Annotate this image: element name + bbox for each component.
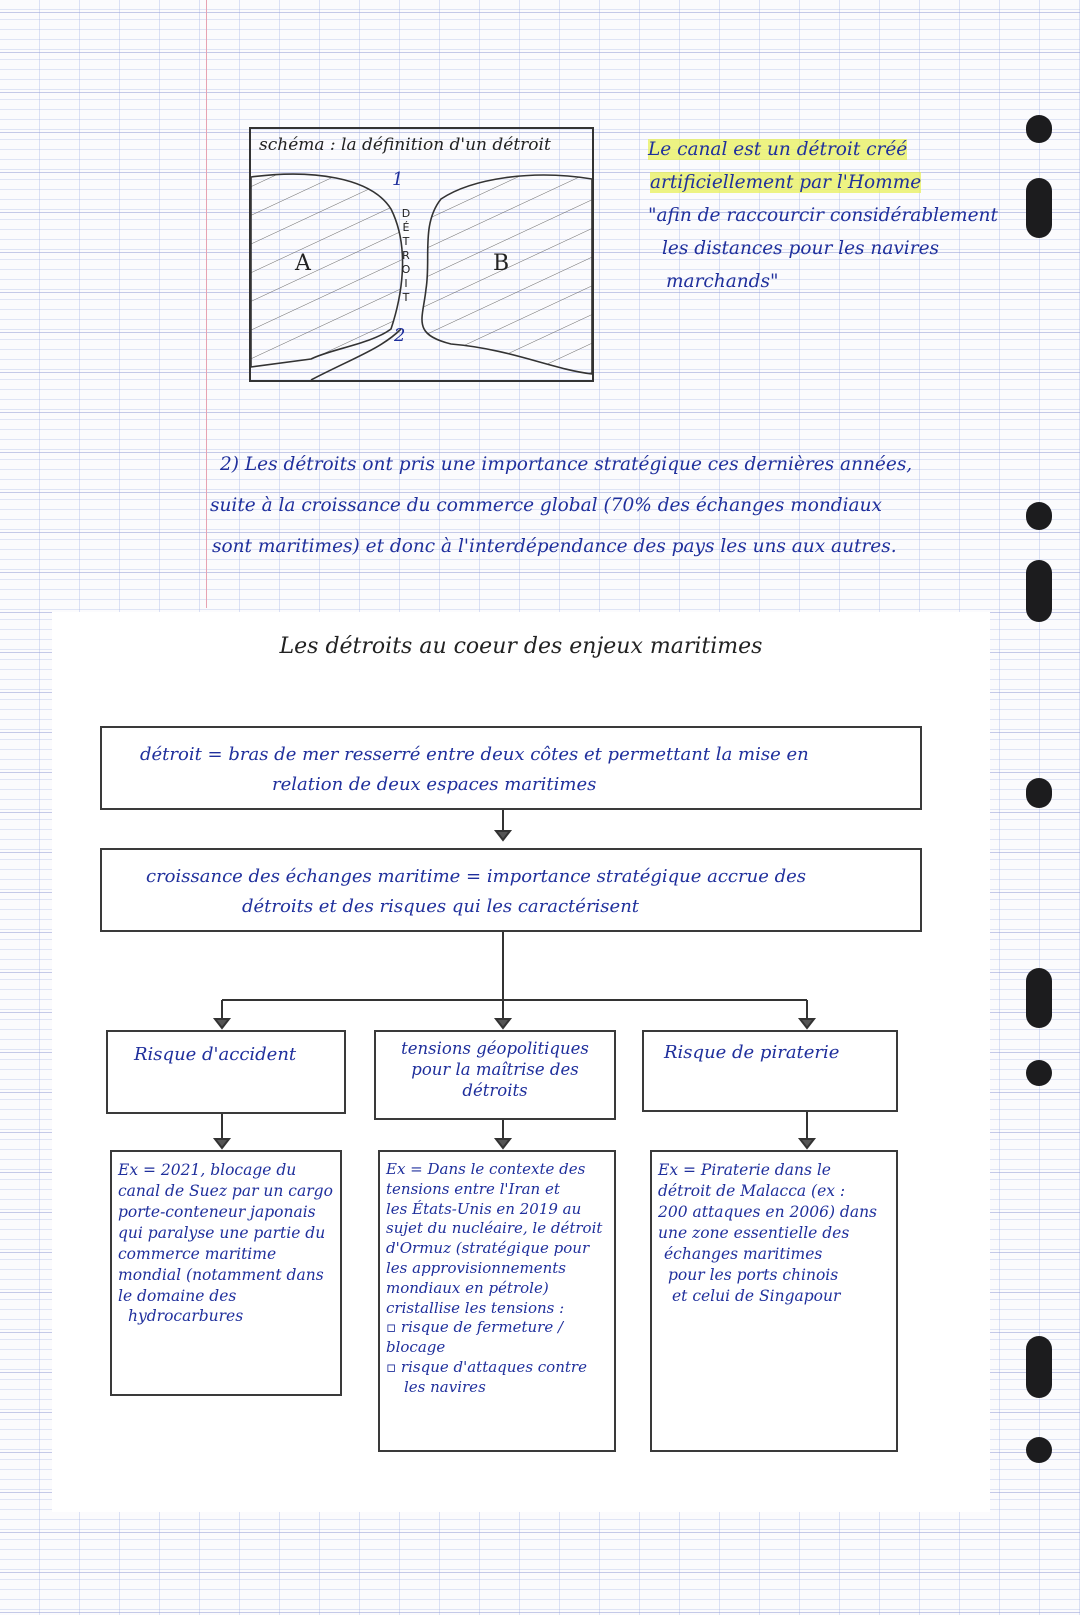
definition-line: détroit = bras de mer resserré entre deux côtes et permettant la mise en bbox=[140, 744, 809, 765]
flowchart-sheet bbox=[52, 612, 990, 1512]
strait-end-label-2: 2 bbox=[394, 325, 406, 346]
binder-hole bbox=[1026, 778, 1052, 808]
paragraph-line: sont maritimes) et donc à l'interdépendance des pays les uns aux autres. bbox=[212, 536, 897, 557]
example-line: mondial (notamment dans bbox=[118, 1265, 324, 1284]
example-line: les États-Unis en 2019 au bbox=[386, 1199, 582, 1218]
binder-hole bbox=[1026, 1060, 1052, 1086]
example-line: canal de Suez par un cargo bbox=[118, 1181, 333, 1200]
example-line: pour les ports chinois bbox=[668, 1265, 839, 1284]
strategic-importance-paragraph bbox=[210, 444, 1010, 567]
example-line: les navires bbox=[404, 1377, 486, 1396]
geopolitical-tensions-box bbox=[374, 1030, 616, 1120]
example-line: mondiaux en pétrole) bbox=[386, 1278, 549, 1297]
accident-risk-box bbox=[106, 1030, 346, 1114]
strait-letter: R bbox=[402, 249, 410, 262]
growth-line: détroits et des risques qui les caractérisent bbox=[242, 896, 640, 917]
example-line: détroit de Malacca (ex : bbox=[658, 1181, 846, 1200]
example-line: tensions entre l'Iran et bbox=[386, 1179, 560, 1198]
branch-heading: détroits bbox=[462, 1081, 528, 1100]
growth-line: croissance des échanges maritime = importance stratégique accrue des bbox=[146, 866, 806, 887]
example-line: Ex = 2021, blocage du bbox=[118, 1161, 297, 1179]
example-line: une zone essentielle des bbox=[658, 1223, 850, 1242]
canal-note-line: marchands" bbox=[666, 271, 779, 292]
strait-vertical-label bbox=[399, 207, 413, 305]
strait-schema bbox=[249, 127, 594, 382]
paragraph-line: suite à la croissance du commerce global (70% des échanges mondiaux bbox=[210, 495, 882, 516]
example-line: Ex = Dans le contexte des bbox=[386, 1160, 586, 1178]
landmass-label-b: B bbox=[493, 251, 510, 276]
strait-letter: T bbox=[402, 235, 410, 248]
example-line: et celui de Singapour bbox=[672, 1286, 841, 1305]
example-line: échanges maritimes bbox=[664, 1244, 823, 1263]
canal-note bbox=[648, 133, 998, 298]
example-line: 200 attaques en 2006) dans bbox=[658, 1202, 878, 1221]
landmass-label-a: A bbox=[295, 251, 311, 276]
strait-letter: É bbox=[402, 221, 410, 234]
example-line: d'Ormuz (stratégique pour bbox=[386, 1239, 590, 1258]
example-line: le domaine des bbox=[118, 1286, 237, 1305]
piracy-example-box bbox=[650, 1150, 898, 1452]
binder-hole bbox=[1026, 115, 1052, 143]
binder-hole bbox=[1026, 1437, 1052, 1463]
example-line: commerce maritime bbox=[118, 1244, 277, 1263]
canal-note-line: artificiellement par l'Homme bbox=[650, 172, 922, 193]
diagram-title: Les détroits au coeur des enjeux maritimes bbox=[279, 634, 763, 659]
definition-box bbox=[100, 726, 922, 810]
strait-letter: D bbox=[401, 207, 411, 220]
binder-hole bbox=[1026, 178, 1052, 238]
canal-note-line: Le canal est un détroit créé bbox=[648, 139, 908, 160]
binder-hole bbox=[1026, 968, 1052, 1028]
strait-letter: O bbox=[401, 263, 411, 276]
example-line: hydrocarbures bbox=[128, 1307, 244, 1326]
example-line: ▫ risque d'attaques contre bbox=[386, 1357, 587, 1376]
canal-note-line: les distances pour les navires bbox=[662, 238, 940, 259]
example-line: cristallise les tensions : bbox=[386, 1298, 565, 1317]
strait-letter: T bbox=[402, 291, 410, 304]
strait-letter: I bbox=[404, 277, 408, 290]
paragraph-line: 2) Les détroits ont pris une importance stratégique ces dernières années, bbox=[220, 454, 913, 475]
growth-box bbox=[100, 848, 922, 932]
example-line: ▫ risque de fermeture / blocage bbox=[386, 1318, 564, 1357]
schema-title: schéma : la définition d'un détroit bbox=[259, 135, 551, 155]
canal-note-line: "afin de raccourcir considérablement bbox=[648, 205, 998, 226]
example-line: les approvisionnements bbox=[386, 1258, 566, 1277]
example-line: qui paralyse une partie du bbox=[118, 1223, 326, 1242]
branch-heading: Risque d'accident bbox=[134, 1044, 297, 1065]
binder-hole bbox=[1026, 502, 1052, 530]
accident-example-box bbox=[110, 1150, 342, 1396]
piracy-risk-box bbox=[642, 1030, 898, 1112]
example-line: sujet du nucléaire, le détroit bbox=[386, 1219, 603, 1238]
definition-line: relation de deux espaces maritimes bbox=[272, 774, 597, 795]
tensions-example-box bbox=[378, 1150, 616, 1452]
branch-heading: tensions géopolitiques bbox=[401, 1039, 589, 1058]
binder-hole bbox=[1026, 1336, 1052, 1398]
example-line: porte-conteneur japonais bbox=[118, 1202, 316, 1221]
branch-heading: Risque de piraterie bbox=[664, 1042, 840, 1063]
margin-line bbox=[206, 0, 207, 608]
binder-hole bbox=[1026, 560, 1052, 622]
strait-end-label-1: 1 bbox=[392, 169, 404, 190]
example-line: Ex = Piraterie dans le bbox=[658, 1161, 831, 1179]
branch-heading: pour la maîtrise des bbox=[411, 1060, 579, 1079]
